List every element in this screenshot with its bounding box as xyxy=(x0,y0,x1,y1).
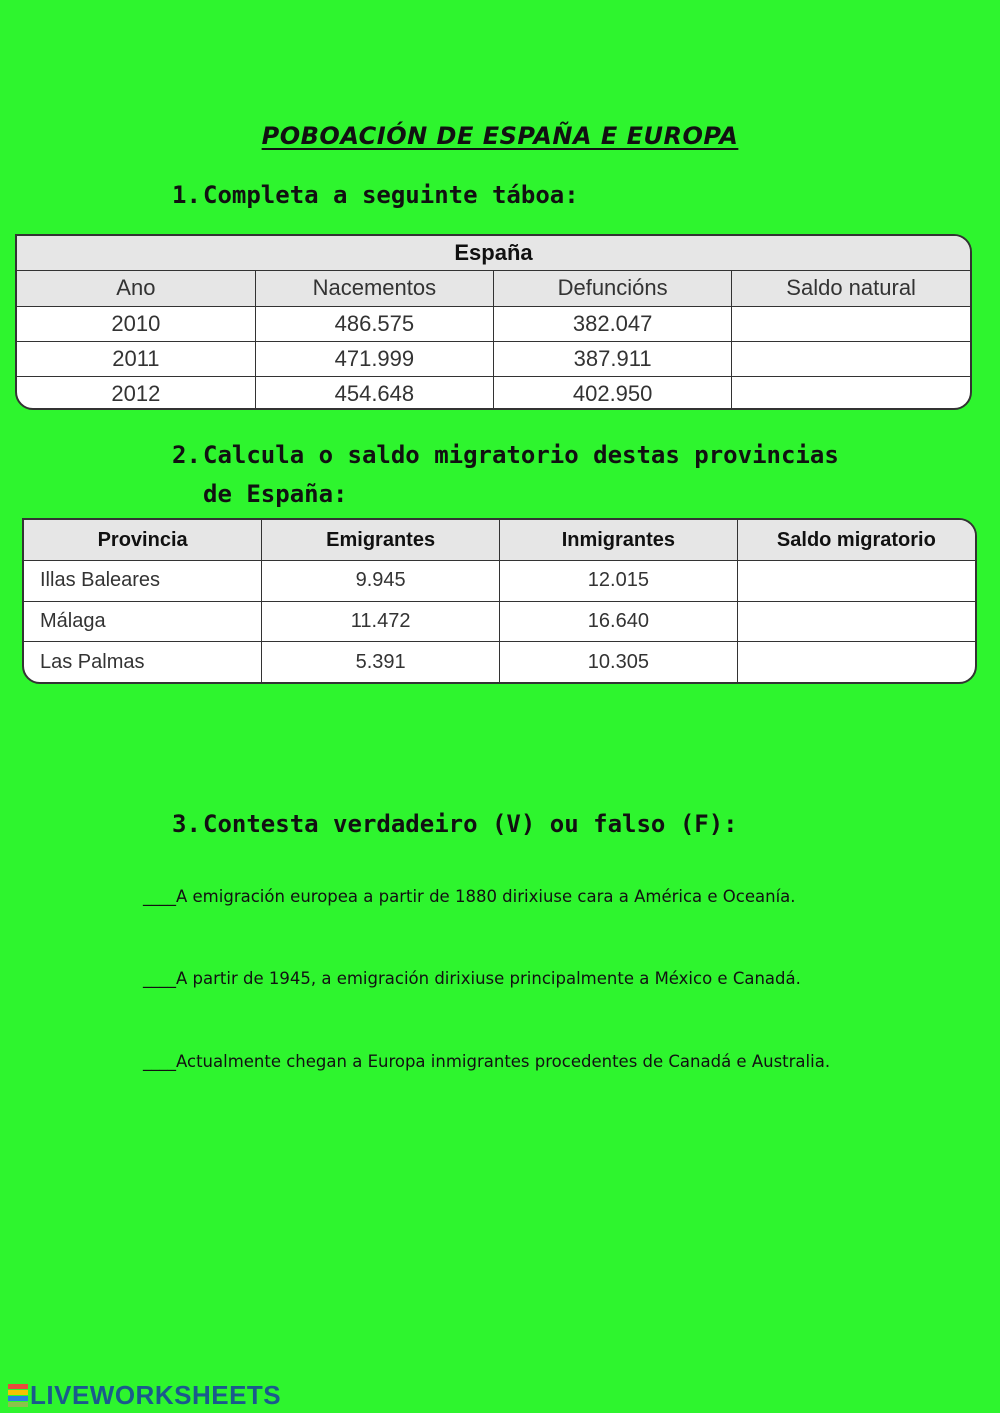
column-header-immigrants: Inmigrantes xyxy=(500,520,738,561)
cell-emigrants: 11.472 xyxy=(262,601,500,642)
table-row xyxy=(17,306,970,341)
cell-province: Illas Baleares xyxy=(24,561,262,602)
table-row xyxy=(17,376,970,410)
cell-emigrants: 5.391 xyxy=(262,642,500,683)
question-2 xyxy=(172,436,843,514)
question-3-text: Contesta verdadeiro (V) ou falso (F): xyxy=(203,810,738,838)
cell-deaths: 387.911 xyxy=(494,341,732,376)
cell-births: 486.575 xyxy=(255,306,493,341)
table-row xyxy=(24,601,975,642)
true-false-item-3[interactable]: ____Actualmente chegan a Europa inmigrantes procedentes de Canadá e Australia. xyxy=(143,1052,831,1071)
footer-logo xyxy=(8,1380,281,1411)
question-3 xyxy=(172,805,843,844)
answer-cell-migration-balance[interactable] xyxy=(737,601,975,642)
cell-year: 2010 xyxy=(17,306,255,341)
cell-births: 454.648 xyxy=(255,376,493,410)
question-2-number: 2. xyxy=(172,441,201,469)
question-1-text: Completa a seguinte táboa: xyxy=(203,181,579,209)
true-false-item-2[interactable]: ____A partir de 1945, a emigración dirixiuse principalmente a México e Canadá. xyxy=(143,969,801,988)
natural-balance-table xyxy=(15,234,972,410)
cell-emigrants: 9.945 xyxy=(262,561,500,602)
cell-province: Las Palmas xyxy=(24,642,262,683)
migration-balance-table xyxy=(22,518,977,684)
question-2-text: Calcula o saldo migratorio destas provincias de España: xyxy=(203,441,839,508)
table-row xyxy=(24,561,975,602)
cell-province: Málaga xyxy=(24,601,262,642)
column-header-deaths: Defuncións xyxy=(494,270,732,306)
table-row xyxy=(24,642,975,683)
column-header-births: Nacementos xyxy=(255,270,493,306)
column-header-year: Ano xyxy=(17,270,255,306)
answer-cell-natural-balance[interactable] xyxy=(732,306,970,341)
column-header-province: Provincia xyxy=(24,520,262,561)
answer-cell-migration-balance[interactable] xyxy=(737,561,975,602)
cell-deaths: 382.047 xyxy=(494,306,732,341)
footer-brand: LIVEWORKSHEETS xyxy=(30,1380,282,1410)
column-header-natural-balance: Saldo natural xyxy=(732,270,970,306)
column-header-emigrants: Emigrantes xyxy=(262,520,500,561)
cell-immigrants: 16.640 xyxy=(500,601,738,642)
cell-year: 2012 xyxy=(17,376,255,410)
answer-cell-natural-balance[interactable] xyxy=(732,341,970,376)
question-3-number: 3. xyxy=(172,810,201,838)
answer-cell-natural-balance[interactable] xyxy=(732,376,970,410)
table-caption: España xyxy=(17,236,970,270)
answer-cell-migration-balance[interactable] xyxy=(737,642,975,683)
cell-deaths: 402.950 xyxy=(494,376,732,410)
column-header-migration-balance: Saldo migratorio xyxy=(737,520,975,561)
cell-immigrants: 10.305 xyxy=(500,642,738,683)
question-1-number: 1. xyxy=(172,181,201,209)
question-1 xyxy=(172,176,843,215)
cell-immigrants: 12.015 xyxy=(500,561,738,602)
liveworksheets-logo-icon xyxy=(8,1383,28,1409)
cell-births: 471.999 xyxy=(255,341,493,376)
table-row xyxy=(17,341,970,376)
cell-year: 2011 xyxy=(17,341,255,376)
true-false-item-1[interactable]: ____A emigración europea a partir de 1880 dirixiuse cara a América e Oceanía. xyxy=(143,887,796,906)
page-title: POBOACIÓN DE ESPAÑA E EUROPA xyxy=(261,122,739,150)
